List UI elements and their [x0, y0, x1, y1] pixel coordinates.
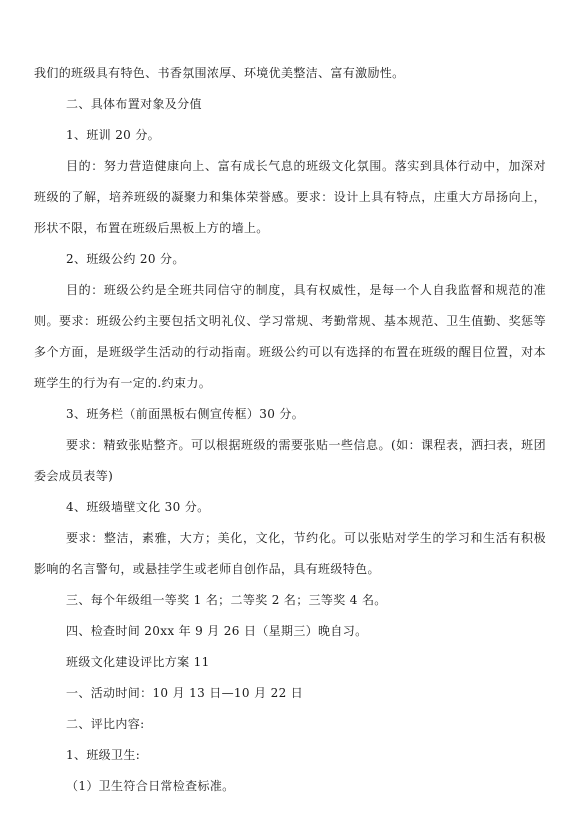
paragraph-class-convention: 目的：班级公约是全班共同信守的制度，具有权威性，是每一个人自我监督和规范的准则。要求：班级公约主要包括文明礼仪、学习常规、考勤常规、基本规范、卫生值勤、奖惩等多个方面，是班级学生活动的行动指南。班级公约可以有选择的布置在班级的醒目位置，对本班学生的行为有一定的.约束力。	[34, 283, 546, 390]
list-item-hygiene-standard: （1）卫生符合日常检查标准。	[66, 779, 235, 793]
paragraph-wall-culture: 要求：整洁，素雅，大方；美化，文化，节约化。可以张贴对学生的学习和生活有积极影响的名言警句，或悬挂学生或老师自创作品，具有班级特色。	[34, 531, 546, 576]
section-evaluation-content: 二、评比内容:	[66, 717, 145, 731]
item-heading-class-motto: 1、班训 20 分。	[66, 128, 161, 142]
item-heading-notice-board: 3、班务栏（前面黑板右侧宣传框）30 分。	[66, 407, 305, 421]
section-heading-arrangement: 二、具体布置对象及分值	[66, 97, 202, 111]
item-heading-class-hygiene: 1、班级卫生:	[66, 748, 141, 762]
item-heading-class-convention: 2、班级公约 20 分。	[66, 252, 185, 266]
section-activity-time: 一、活动时间：10 月 13 日—10 月 22 日	[66, 686, 304, 700]
paragraph-notice-board: 要求：精致张贴整齐。可以根据班级的需要张贴一些信息。(如：课程表，洒扫表，班团委会成员表等)	[34, 438, 546, 483]
section-awards: 三、每个年级组一等奖 1 名；二等奖 2 名；三等奖 4 名。	[66, 593, 387, 607]
plan-title: 班级文化建设评比方案 11	[66, 655, 210, 669]
paragraph-intro: 我们的班级具有特色、书香氛围浓厚、环境优美整洁、富有激励性。	[34, 66, 405, 80]
section-inspection-time: 四、检查时间 20xx 年 9 月 26 日（星期三）晚自习。	[66, 624, 368, 638]
item-heading-wall-culture: 4、班级墙壁文化 30 分。	[66, 500, 210, 514]
paragraph-class-motto: 目的：努力营造健康向上、富有成长气息的班级文化氛围。落实到具体行动中，加深对班级的了解，培养班级的凝聚力和集体荣誉感。要求：设计上具有特点，庄重大方昂扬向上，形状不限，布置在班级后黑板上方的墙上。	[34, 159, 546, 235]
